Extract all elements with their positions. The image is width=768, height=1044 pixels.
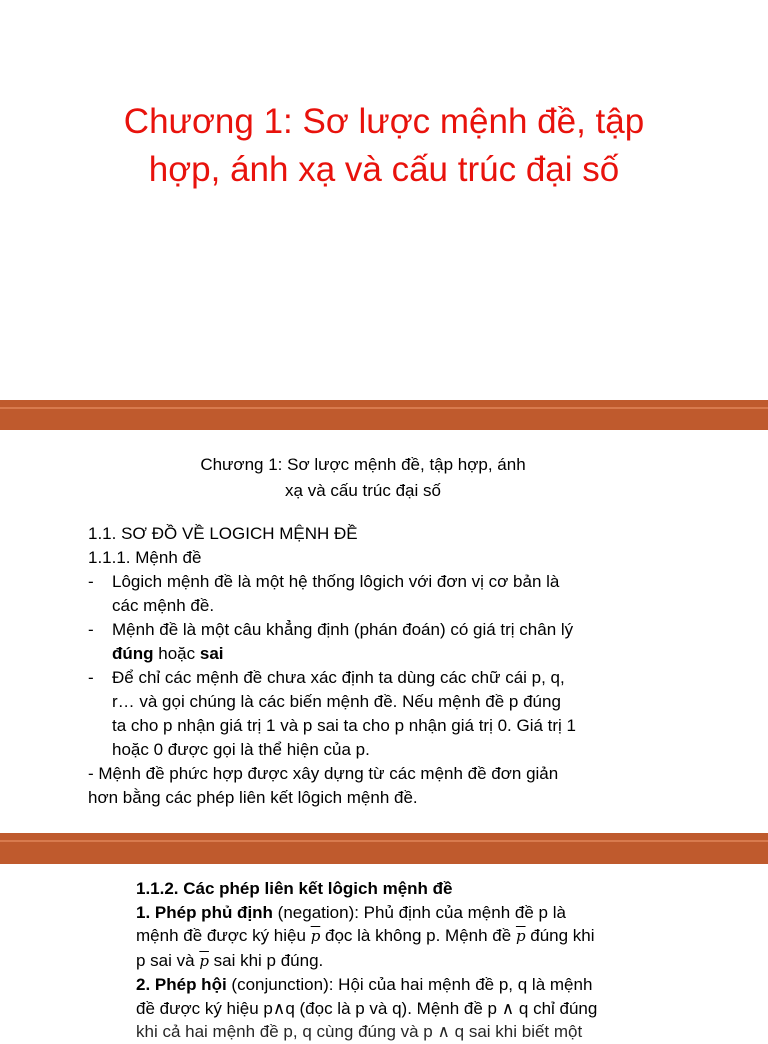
bullet-text: r… và gọi chúng là các biến mệnh đề. Nếu mệnh đề p đúng [112, 692, 561, 711]
slide-2-title-line-1: Chương 1: Sơ lược mệnh đề, tập hợp, ánh [200, 455, 526, 474]
slide-divider [0, 400, 768, 430]
bullet-item [88, 618, 688, 666]
heading-text: 1.1.2. Các phép liên kết lôgich mệnh đề [136, 879, 453, 898]
paragraph-line: hơn bằng các phép liên kết lôgich mệnh đề. [88, 788, 418, 807]
negation-text: đọc là không p. Mệnh đề [320, 926, 516, 945]
section-heading [136, 877, 756, 901]
p-bar-symbol: $\overline{p}$ [515, 927, 526, 945]
bullet-text: các mệnh đề. [112, 596, 215, 615]
chapter-title-line-2: hợp, ánh xạ và cấu trúc đại số [148, 150, 620, 189]
slide-divider [0, 833, 768, 864]
bold-dung: đúng [112, 644, 154, 663]
bullet-dash: - [88, 620, 94, 639]
conjunction-label: 2. Phép hội [136, 975, 227, 994]
chapter-title [60, 98, 708, 194]
p-bar-symbol: $\overline{p}$ [199, 951, 209, 970]
bullet-text: ta cho p nhận giá trị 1 và p sai ta cho p nhận giá trị 0. Giá trị 1 [112, 716, 576, 735]
slide-2-title-line-2: xạ và cấu trúc đại số [285, 481, 441, 500]
conjunction-line-3: khi cả hai mệnh đề p, q cùng đúng và p ∧ q sai khi biết một [136, 1022, 583, 1041]
bullet-text: Lôgich mệnh đề là một hệ thống lôgich với đơn vị cơ bản là [112, 572, 560, 591]
bullet-text [112, 642, 688, 666]
negation-line-2 [136, 924, 756, 949]
chapter-title-line-1: Chương 1: Sơ lược mệnh đề, tập [123, 102, 645, 141]
conjunction-text: (conjunction): Hội của hai mệnh đề p, q là mệnh [226, 975, 593, 994]
bullet-text: hoặc 0 được gọi là thể hiện của p. [112, 740, 370, 759]
conjunction-line-1 [136, 973, 756, 997]
negation-text: mệnh đề được ký hiệu [136, 926, 311, 945]
bold-sai: sai [199, 644, 224, 663]
p-bar-symbol: $\overline{p}$ [310, 927, 321, 945]
bullet-item [88, 570, 688, 618]
bullet-text: Mệnh đề là một câu khẳng định (phán đoán) có giá trị chân lý [112, 620, 574, 639]
text-hoac: hoặc [153, 644, 200, 663]
negation-line-1 [136, 901, 756, 925]
slide-3-body [136, 877, 756, 1044]
slide-2-body [88, 522, 688, 810]
section-heading: 1.1. SƠ ĐỒ VỀ LOGICH MỆNH ĐỀ [88, 524, 358, 543]
negation-text: sai khi p đúng. [208, 950, 324, 970]
negation-line-3 [136, 949, 756, 974]
slide-2-title [150, 452, 576, 504]
bullet-item [88, 666, 688, 762]
slide-propositions [0, 430, 768, 833]
conjunction-line-2: đề được ký hiệu p∧q (đọc là p và q). Mệnh đề p ∧ q chỉ đúng [136, 998, 598, 1018]
paragraph-line: - Mệnh đề phức hợp được xây dựng từ các mệnh đề đơn giản [88, 764, 559, 783]
slide-logical-connectives [0, 864, 768, 1041]
negation-text: p sai và [136, 950, 200, 970]
negation-text: đúng khi [525, 926, 595, 945]
bullet-dash: - [88, 572, 94, 591]
slide-title [0, 0, 768, 400]
bullet-dash: - [88, 668, 94, 687]
subsection-heading: 1.1.1. Mệnh đề [88, 548, 202, 567]
negation-label: 1. Phép phủ định [136, 902, 273, 922]
negation-text: (negation): Phủ định của mệnh đề p là [272, 902, 566, 922]
bullet-text: Để chỉ các mệnh đề chưa xác định ta dùng các chữ cái p, q, [112, 668, 565, 687]
